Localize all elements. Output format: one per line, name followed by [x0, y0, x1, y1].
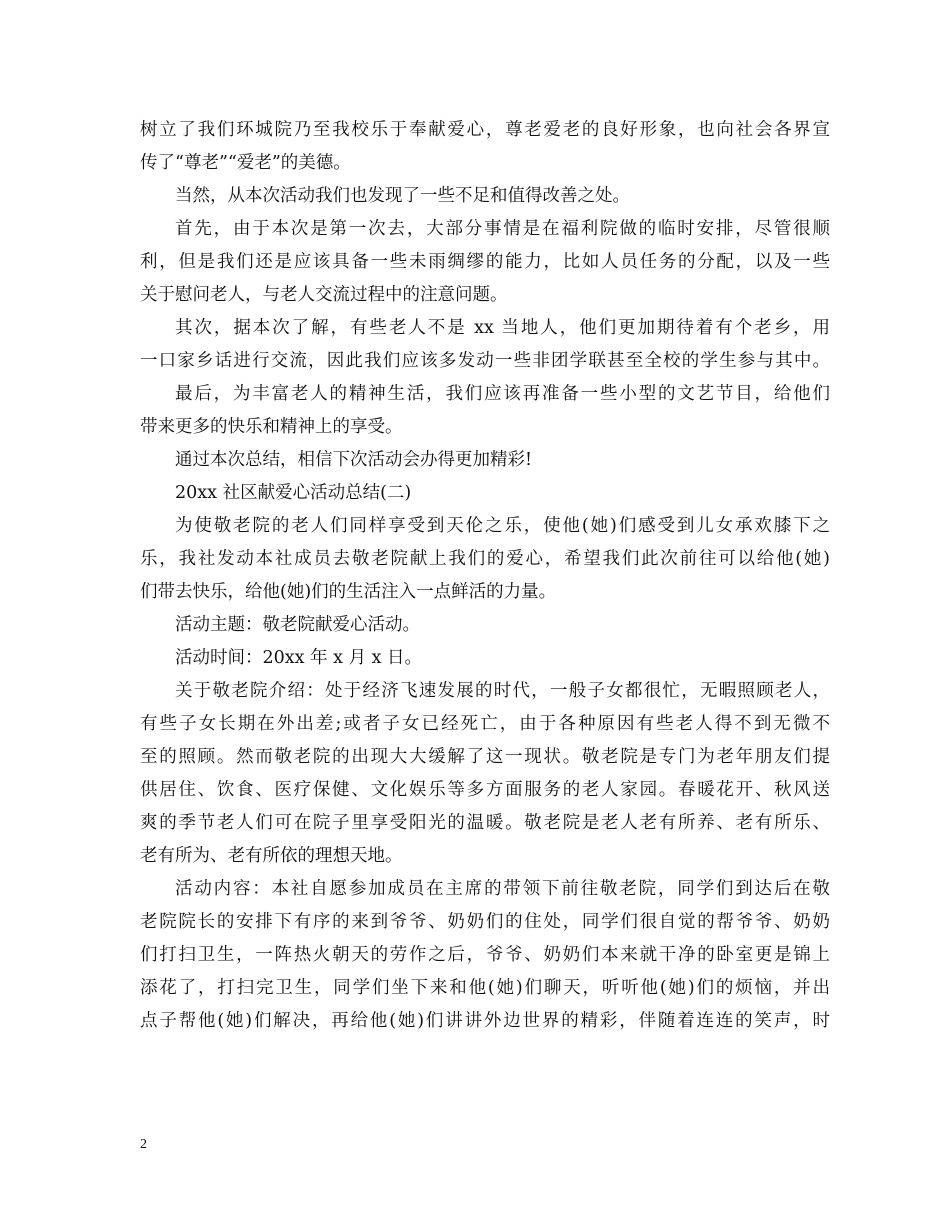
text-line: 关于敬老院介绍：处于经济飞速发展的时代，一般子女都很忙，无暇照顾老人，	[175, 681, 830, 701]
text-line: 为使敬老院的老人们同样享受到天伦之乐，使他(她)们感受到儿女承欢膝下之	[175, 516, 830, 536]
text-line: 添花了，打扫完卫生，同学们坐下来和他(她)们聊天，听听他(她)们的烦恼，并出	[140, 978, 830, 998]
text-line: 活动时间：20xx 年 x 月 x 日。	[175, 648, 423, 668]
text-line: 20xx 社区献爱心活动总结(二)	[175, 483, 412, 503]
text-line: 活动主题：敬老院献爱心活动。	[175, 615, 420, 635]
text-line: 至的照顾。然而敬老院的出现大大缓解了这一现状。敬老院是专门为老年朋友们提	[140, 747, 830, 767]
page-number: 2	[140, 1137, 147, 1152]
text-line: 们打扫卫生，一阵热火朝天的劳作之后，爷爷、奶奶们本来就干净的卧室更是锦上	[140, 945, 830, 965]
text-line: 有些子女长期在外出差;或者子女已经死亡，由于各种原因有些老人得不到无微不	[140, 714, 830, 734]
text-line: 传了“尊老”“爱老”的美德。	[140, 153, 351, 173]
text-line: 利，但是我们还是应该具备一些未雨绸缪的能力，比如人员任务的分配，以及一些	[140, 252, 830, 272]
text-line: 最后，为丰富老人的精神生活，我们应该再准备一些小型的文艺节目，给他们	[175, 384, 830, 404]
text-line: 当然，从本次活动我们也发现了一些不足和值得改善之处。	[175, 186, 630, 206]
text-line: 树立了我们环城院乃至我校乐于奉献爱心，尊老爱老的良好形象，也向社会各界宣	[140, 120, 830, 140]
text-line: 老院院长的安排下有序的来到爷爷、奶奶们的住处，同学们很自觉的帮爷爷、奶奶	[140, 912, 830, 932]
text-line: 一口家乡话进行交流，因此我们应该多发动一些非团学联甚至全校的学生参与其中。	[140, 351, 830, 371]
text-line: 们带去快乐，给他(她)们的生活注入一点鲜活的力量。	[140, 582, 557, 602]
document-body	[140, 114, 830, 1038]
text-line: 其次，据本次了解，有些老人不是 xx 当地人，他们更加期待着有个老乡，用	[175, 318, 830, 338]
text-line: 点子帮他(她)们解决，再给他(她)们讲讲外边世界的精彩，伴随着连连的笑声，时	[140, 1011, 830, 1031]
text-line: 乐，我社发动本社成员去敬老院献上我们的爱心，希望我们此次前往可以给他(她)	[140, 549, 830, 569]
text-line: 关于慰问老人，与老人交流过程中的注意问题。	[140, 285, 508, 305]
text-line: 老有所为、老有所依的理想天地。	[140, 846, 403, 866]
text-line: 通过本次总结，相信下次活动会办得更加精彩!	[175, 450, 533, 470]
text-line: 带来更多的快乐和精神上的享受。	[140, 417, 403, 437]
text-line: 爽的季节老人们可在院子里享受阳光的温暖。敬老院是老人老有所养、老有所乐、	[140, 813, 830, 833]
text-line: 活动内容：本社自愿参加成员在主席的带领下前往敬老院，同学们到达后在敬	[175, 879, 830, 899]
text-line: 首先，由于本次是第一次去，大部分事情是在福利院做的临时安排，尽管很顺	[175, 219, 830, 239]
text-line: 供居住、饮食、医疗保健、文化娱乐等多方面服务的老人家园。春暖花开、秋风送	[140, 780, 830, 800]
